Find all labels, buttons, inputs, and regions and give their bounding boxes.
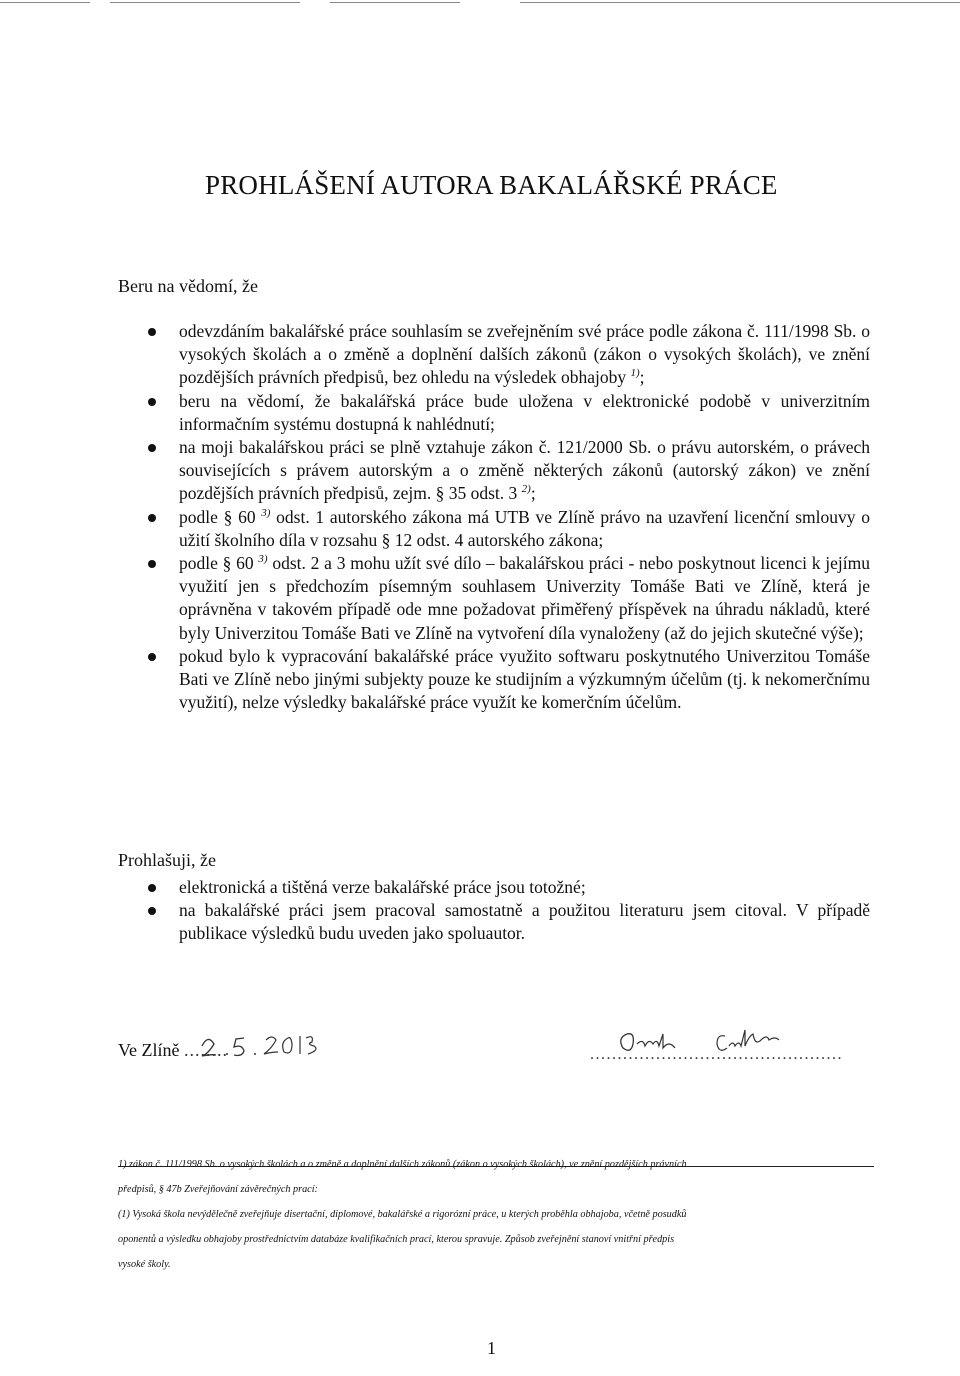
page-number: 1 (487, 1338, 496, 1358)
list-item-text: pokud bylo k vypracování bakalářské práce využito softwaru poskytnutého Univerzitou Tomáše Bati ve Zlíně nebo jinými subjekty pouze ke studijním a výzkumným účelům (tj. k nekomerčnímu využití), nelze výsledky bakalářské práce využít ke komerčním účelům. (179, 645, 870, 713)
list-item-text-tail: odst. 2 a 3 mohu užít své dílo – bakalářskou práci - nebo poskytnout licenci k jejímu využití jen s předchozím písemným souhlasem Univerzity Tomáše Bati ve Zlíně, která je oprávněna v takovém případě ode mne požadovat přiměřený příspěvek na úhradu nákladů, které byly Univerzitou Tomáše Bati ve Zlíně na vytvoření díla vynaloženy (až do jejich skutečné výše); (179, 553, 870, 643)
section2-lead: Prohlašuji, že (118, 850, 216, 870)
footnote-reference: 1) (630, 367, 640, 380)
footnote-reference: 3) (261, 506, 271, 519)
list-item-text-tail: ; (639, 367, 645, 388)
declaration-list (148, 876, 870, 946)
list-item-text: podle § 60 (179, 506, 262, 527)
list-item (148, 390, 870, 436)
list-item (148, 876, 870, 899)
list-item (148, 506, 870, 552)
footnotes (118, 1152, 874, 1277)
date-dots: ........ (183, 1040, 228, 1060)
list-item (148, 899, 870, 945)
footnote-line: vysoké školy. (118, 1259, 171, 1270)
list-item-text: na moji bakalářskou práci se plně vztahuje zákon č. 121/2000 Sb. o právu autorském, o právech souvisejících s právem autorským a o změně některých zákonů (autorský zákon) ve znění pozdějších právních předpisů, zejm. § 35 odst. 3 (179, 437, 870, 504)
scan-edge-artifact (0, 0, 960, 6)
handwritten-signature (615, 1020, 855, 1060)
signature-dots: .............................................. (590, 1046, 843, 1063)
list-item-text-tail: odst. 1 autorského zákona má UTB ve Zlíně právo na uzavření licenční smlouvy o užití školního díla v rozsahu § 12 odst. 4 autorského zákona; (179, 506, 870, 550)
footnote-line: (1) Vysoká škola nevýdělečně zveřejňuje disertační, diplomové, bakalářské a rigorózní práce, u kterých proběhla obhajoba, včetně posudků (118, 1209, 687, 1220)
list-item-text: podle § 60 (179, 553, 259, 574)
page-title: PROHLÁŠENÍ AUTORA BAKALÁŘSKÉ PRÁCE (205, 170, 778, 200)
list-item (148, 436, 870, 506)
footnote-reference: 3) (258, 553, 268, 566)
list-item-text: beru na vědomí, že bakalářská práce bude uložena v elektronické podobě v univerzitním informačním systému dostupná k nahlédnutí; (179, 390, 870, 434)
list-item-text-tail: ; (530, 483, 536, 504)
list-item-text: elektronická a tištěná verze bakalářské práce jsou totožné; (179, 877, 586, 897)
footnote-line: 1) zákon č. 111/1998 Sb. o vysokých školách a o změně a doplnění dalších zákonů (zákon o vysokých školách), ve znění pozdějších právních (118, 1159, 687, 1170)
footnote-reference: 2) (521, 483, 531, 496)
place-label: Ve Zlíně (118, 1040, 180, 1060)
list-item-text: na bakalářské práci jsem pracoval samostatně a použitou literaturu jsem citoval. V případě publikace výsledků budu uveden jako spoluautor. (179, 900, 870, 944)
section1-lead: Beru na vědomí, že (118, 276, 258, 296)
list-item (148, 320, 870, 390)
acknowledgement-list (148, 320, 870, 714)
list-item (148, 552, 870, 645)
footnote-line: předpisů, § 47b Zveřejňování závěrečných prací: (118, 1184, 318, 1195)
list-item-text: odevzdáním bakalářské práce souhlasím se zveřejněním své práce podle zákona č. 111/1998 Sb. o vysokých školách a o změně a doplnění dalších zákonů (zákon o vysokých školách), ve znění pozdějších právních předpisů, bez ohledu na výsledek obhajoby (179, 321, 870, 388)
footnote-line: oponentů a výsledku obhajoby prostřednictvím databáze kvalifikačních prací, kterou spravuje. Způsob zveřejnění stanoví vnitřní předpis (118, 1234, 675, 1245)
handwritten-date (196, 1026, 326, 1060)
list-item (148, 645, 870, 715)
